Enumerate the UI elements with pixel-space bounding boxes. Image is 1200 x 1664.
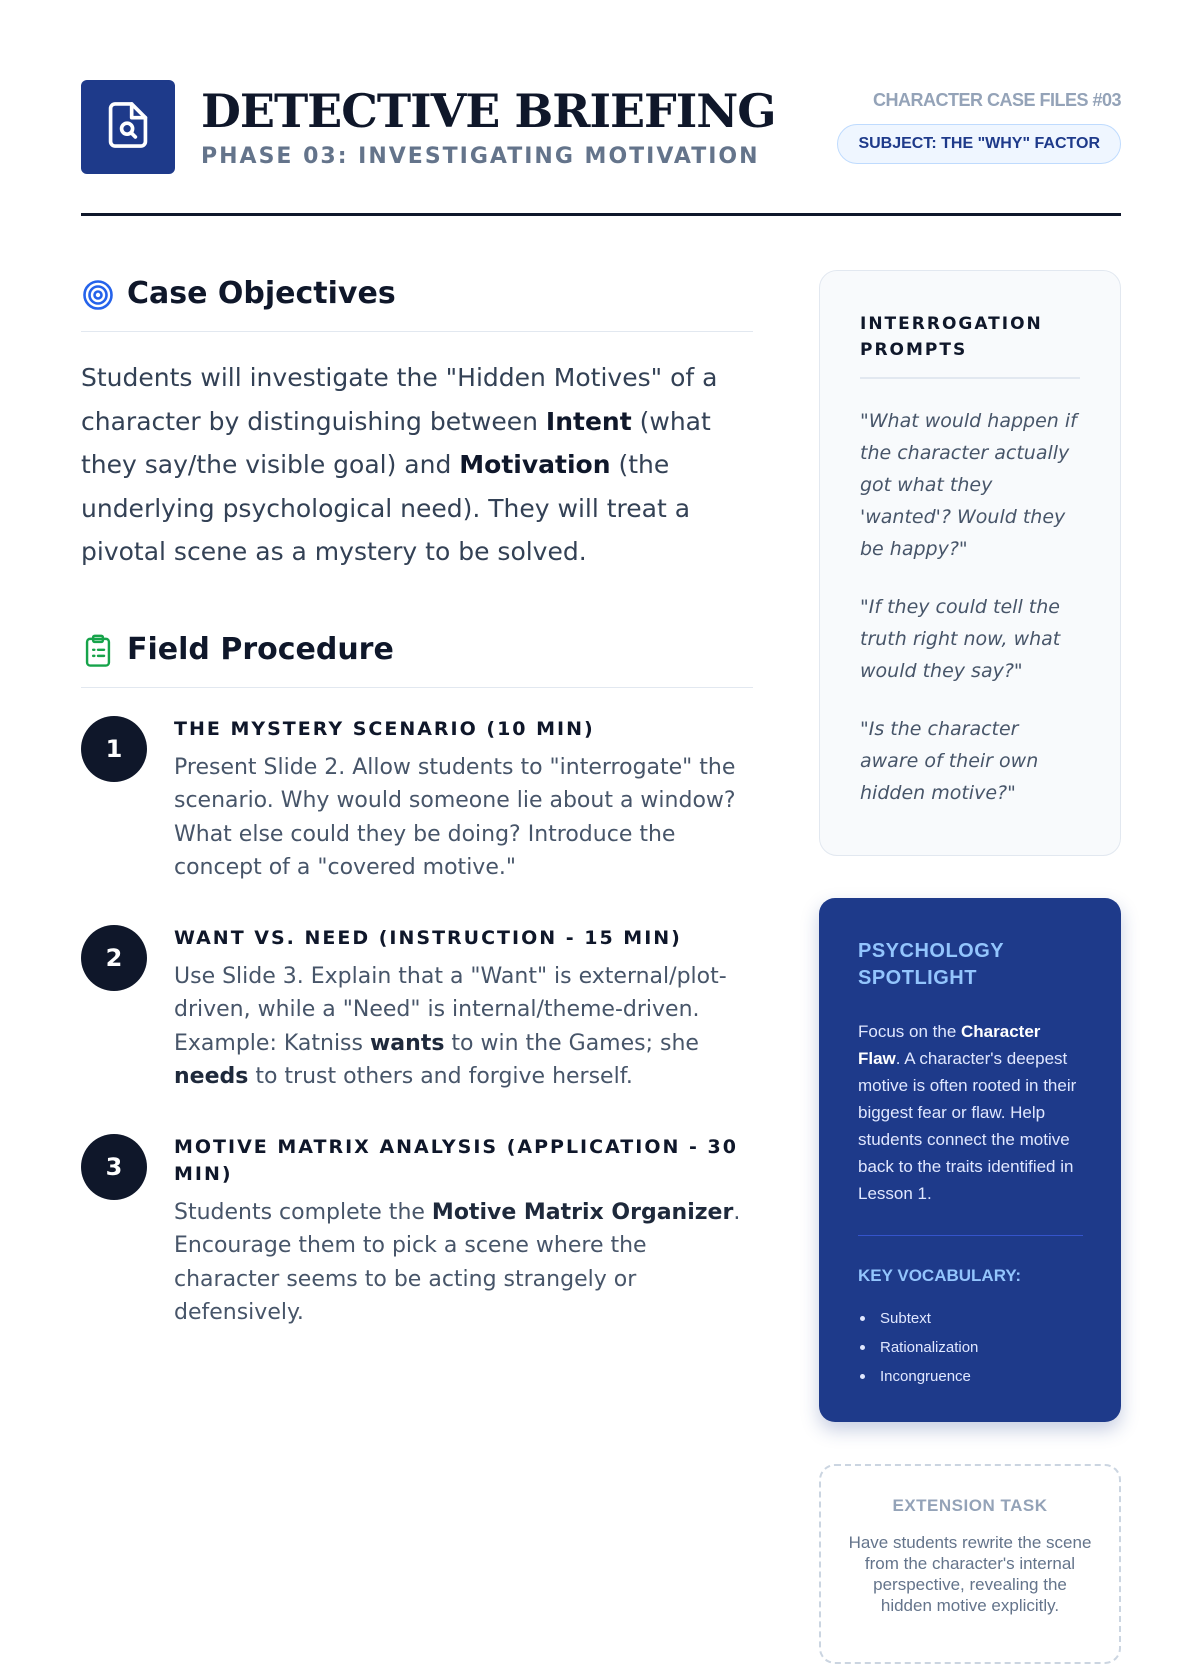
lesson-page (81, 0, 1121, 1615)
vocabulary-item: Subtext (858, 1304, 1083, 1333)
step-title: WANT VS. NEED (INSTRUCTION - 15 MIN) (174, 926, 682, 949)
prompt-item: "If they could tell the truth right now, what would they say?" (860, 596, 1061, 682)
objectives-heading-row (81, 270, 753, 332)
main-column (81, 270, 753, 1370)
procedure-step (81, 716, 753, 885)
target-icon (81, 278, 115, 312)
extension-heading: EXTENSION TASK (892, 1496, 1048, 1515)
objectives-heading: Case Objectives (127, 276, 396, 311)
procedure-heading: Field Procedure (127, 631, 394, 667)
vocabulary-item: Incongruence (858, 1362, 1083, 1391)
step-text: Use Slide 3. Explain that a "Want" is external/plot-driven, while a "Need" is internal/theme-driven. Example: Katniss wants to win the Games; she needs to trust others and forgive herself. (174, 963, 727, 1089)
step-text: Present Slide 2. Allow students to "interrogate" the scenario. Why would someone lie about a window? What else could they be doing? Introduce the concept of a "covered motive." (174, 754, 736, 880)
page-title: DETECTIVE BRIEFING (201, 84, 776, 138)
step-number: 2 (81, 925, 147, 991)
header (81, 80, 1121, 174)
procedure-heading-row (81, 626, 753, 688)
vocabulary-item: Rationalization (858, 1333, 1083, 1362)
step-number: 3 (81, 1134, 147, 1200)
prompt-item: "What would happen if the character actually got what they 'wanted'? Would they be happy?" (860, 410, 1077, 560)
psychology-spotlight-card (819, 898, 1121, 1422)
page-subtitle: PHASE 03: INVESTIGATING MOTIVATION (201, 144, 760, 169)
header-divider (81, 213, 1121, 216)
vocabulary-list (858, 1304, 1083, 1391)
prompts-heading: INTERROGATION PROMPTS (860, 311, 1080, 379)
procedure-step (81, 1134, 753, 1330)
step-title: MOTIVE MATRIX ANALYSIS (APPLICATION - 30 MIN) (174, 1135, 738, 1185)
interrogation-prompts-card (819, 270, 1121, 856)
vocabulary-label: KEY VOCABULARY: (858, 1266, 1022, 1285)
clipboard-list-icon (81, 634, 115, 668)
extension-task-card (819, 1464, 1121, 1664)
file-search-icon (106, 101, 150, 154)
step-number: 1 (81, 716, 147, 782)
psychology-text: Focus on the Character Flaw. A character's deepest motive is often rooted in their biggest fear or flaw. Help students connect the motive back to the traits identified in Lesson 1. (858, 1022, 1077, 1203)
sidebar (819, 270, 1121, 1664)
procedure-steps (81, 716, 753, 1330)
step-title: THE MYSTERY SCENARIO (10 MIN) (174, 717, 595, 740)
prompt-item: "Is the character aware of their own hidden motive?" (860, 718, 1039, 804)
psychology-divider (858, 1235, 1083, 1236)
subject-badge: SUBJECT: THE "WHY" FACTOR (837, 124, 1121, 164)
step-text: Students complete the Motive Matrix Organizer. Encourage them to pick a scene where the character seems to be acting strangely or defensively. (174, 1199, 741, 1325)
logo (81, 80, 175, 174)
case-files-label: CHARACTER CASE FILES #03 (872, 90, 1121, 110)
extension-text: Have students rewrite the scene from the character's internal perspective, revealing the hidden motive explicitly. (848, 1533, 1092, 1615)
psychology-heading: PSYCHOLOGY SPOTLIGHT (858, 940, 1004, 989)
objectives-text: Students will investigate the "Hidden Motives" of a character by distinguishing between Intent (what they say/the visible goal) and Motivation (the underlying psychological need). They will treat a pivotal scene as a mystery to be solved. (81, 363, 718, 566)
procedure-step (81, 925, 753, 1094)
